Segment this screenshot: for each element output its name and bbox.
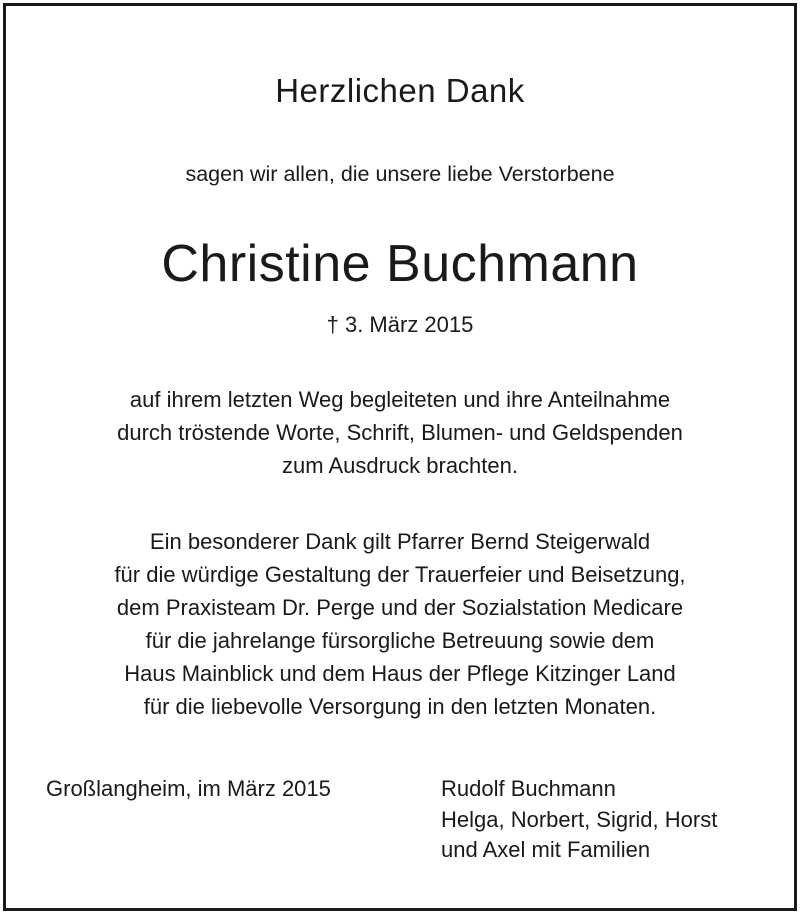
paragraph-line: zum Ausdruck brachten. bbox=[281, 453, 518, 478]
signatory-line: Helga, Norbert, Sigrid, Horst bbox=[441, 806, 718, 832]
paragraph-line: für die würdige Gestaltung der Trauerfeier und Beisetzung, bbox=[114, 562, 686, 587]
paragraph-line: Haus Mainblick und dem Haus der Pflege Kitzinger Land bbox=[124, 661, 676, 686]
thanks-paragraph-1 bbox=[6, 383, 794, 482]
signatories bbox=[441, 774, 717, 866]
paragraph-line: dem Praxisteam Dr. Perge und der Sozialstation Medicare bbox=[116, 595, 684, 620]
place-date bbox=[46, 774, 331, 805]
signatory-line: und Axel mit Familien bbox=[441, 837, 651, 862]
deceased-name: Christine Buchmann bbox=[161, 235, 639, 293]
signatory-line: Rudolf Buchmann bbox=[441, 776, 616, 801]
notice-intro: sagen wir allen, die unsere liebe Verstorbene bbox=[185, 162, 615, 186]
paragraph-line: auf ihrem letzten Weg begleiteten und ihre Anteilnahme bbox=[129, 387, 671, 412]
paragraph-line: Ein besonderer Dank gilt Pfarrer Bernd Steigerwald bbox=[149, 529, 651, 554]
paragraph-line: für die liebevolle Versorgung in den letzten Monaten. bbox=[143, 694, 657, 719]
death-date: † 3. März 2015 bbox=[326, 312, 474, 337]
thanks-paragraph-2 bbox=[6, 525, 794, 723]
notice-frame bbox=[3, 3, 797, 911]
paragraph-line: für die jahrelange fürsorgliche Betreuung sowie dem bbox=[145, 628, 655, 653]
place-date-text: Großlangheim, im März 2015 bbox=[46, 776, 331, 801]
notice-heading: Herzlichen Dank bbox=[275, 72, 525, 109]
paragraph-line: durch tröstende Worte, Schrift, Blumen- und Geldspenden bbox=[117, 420, 683, 445]
